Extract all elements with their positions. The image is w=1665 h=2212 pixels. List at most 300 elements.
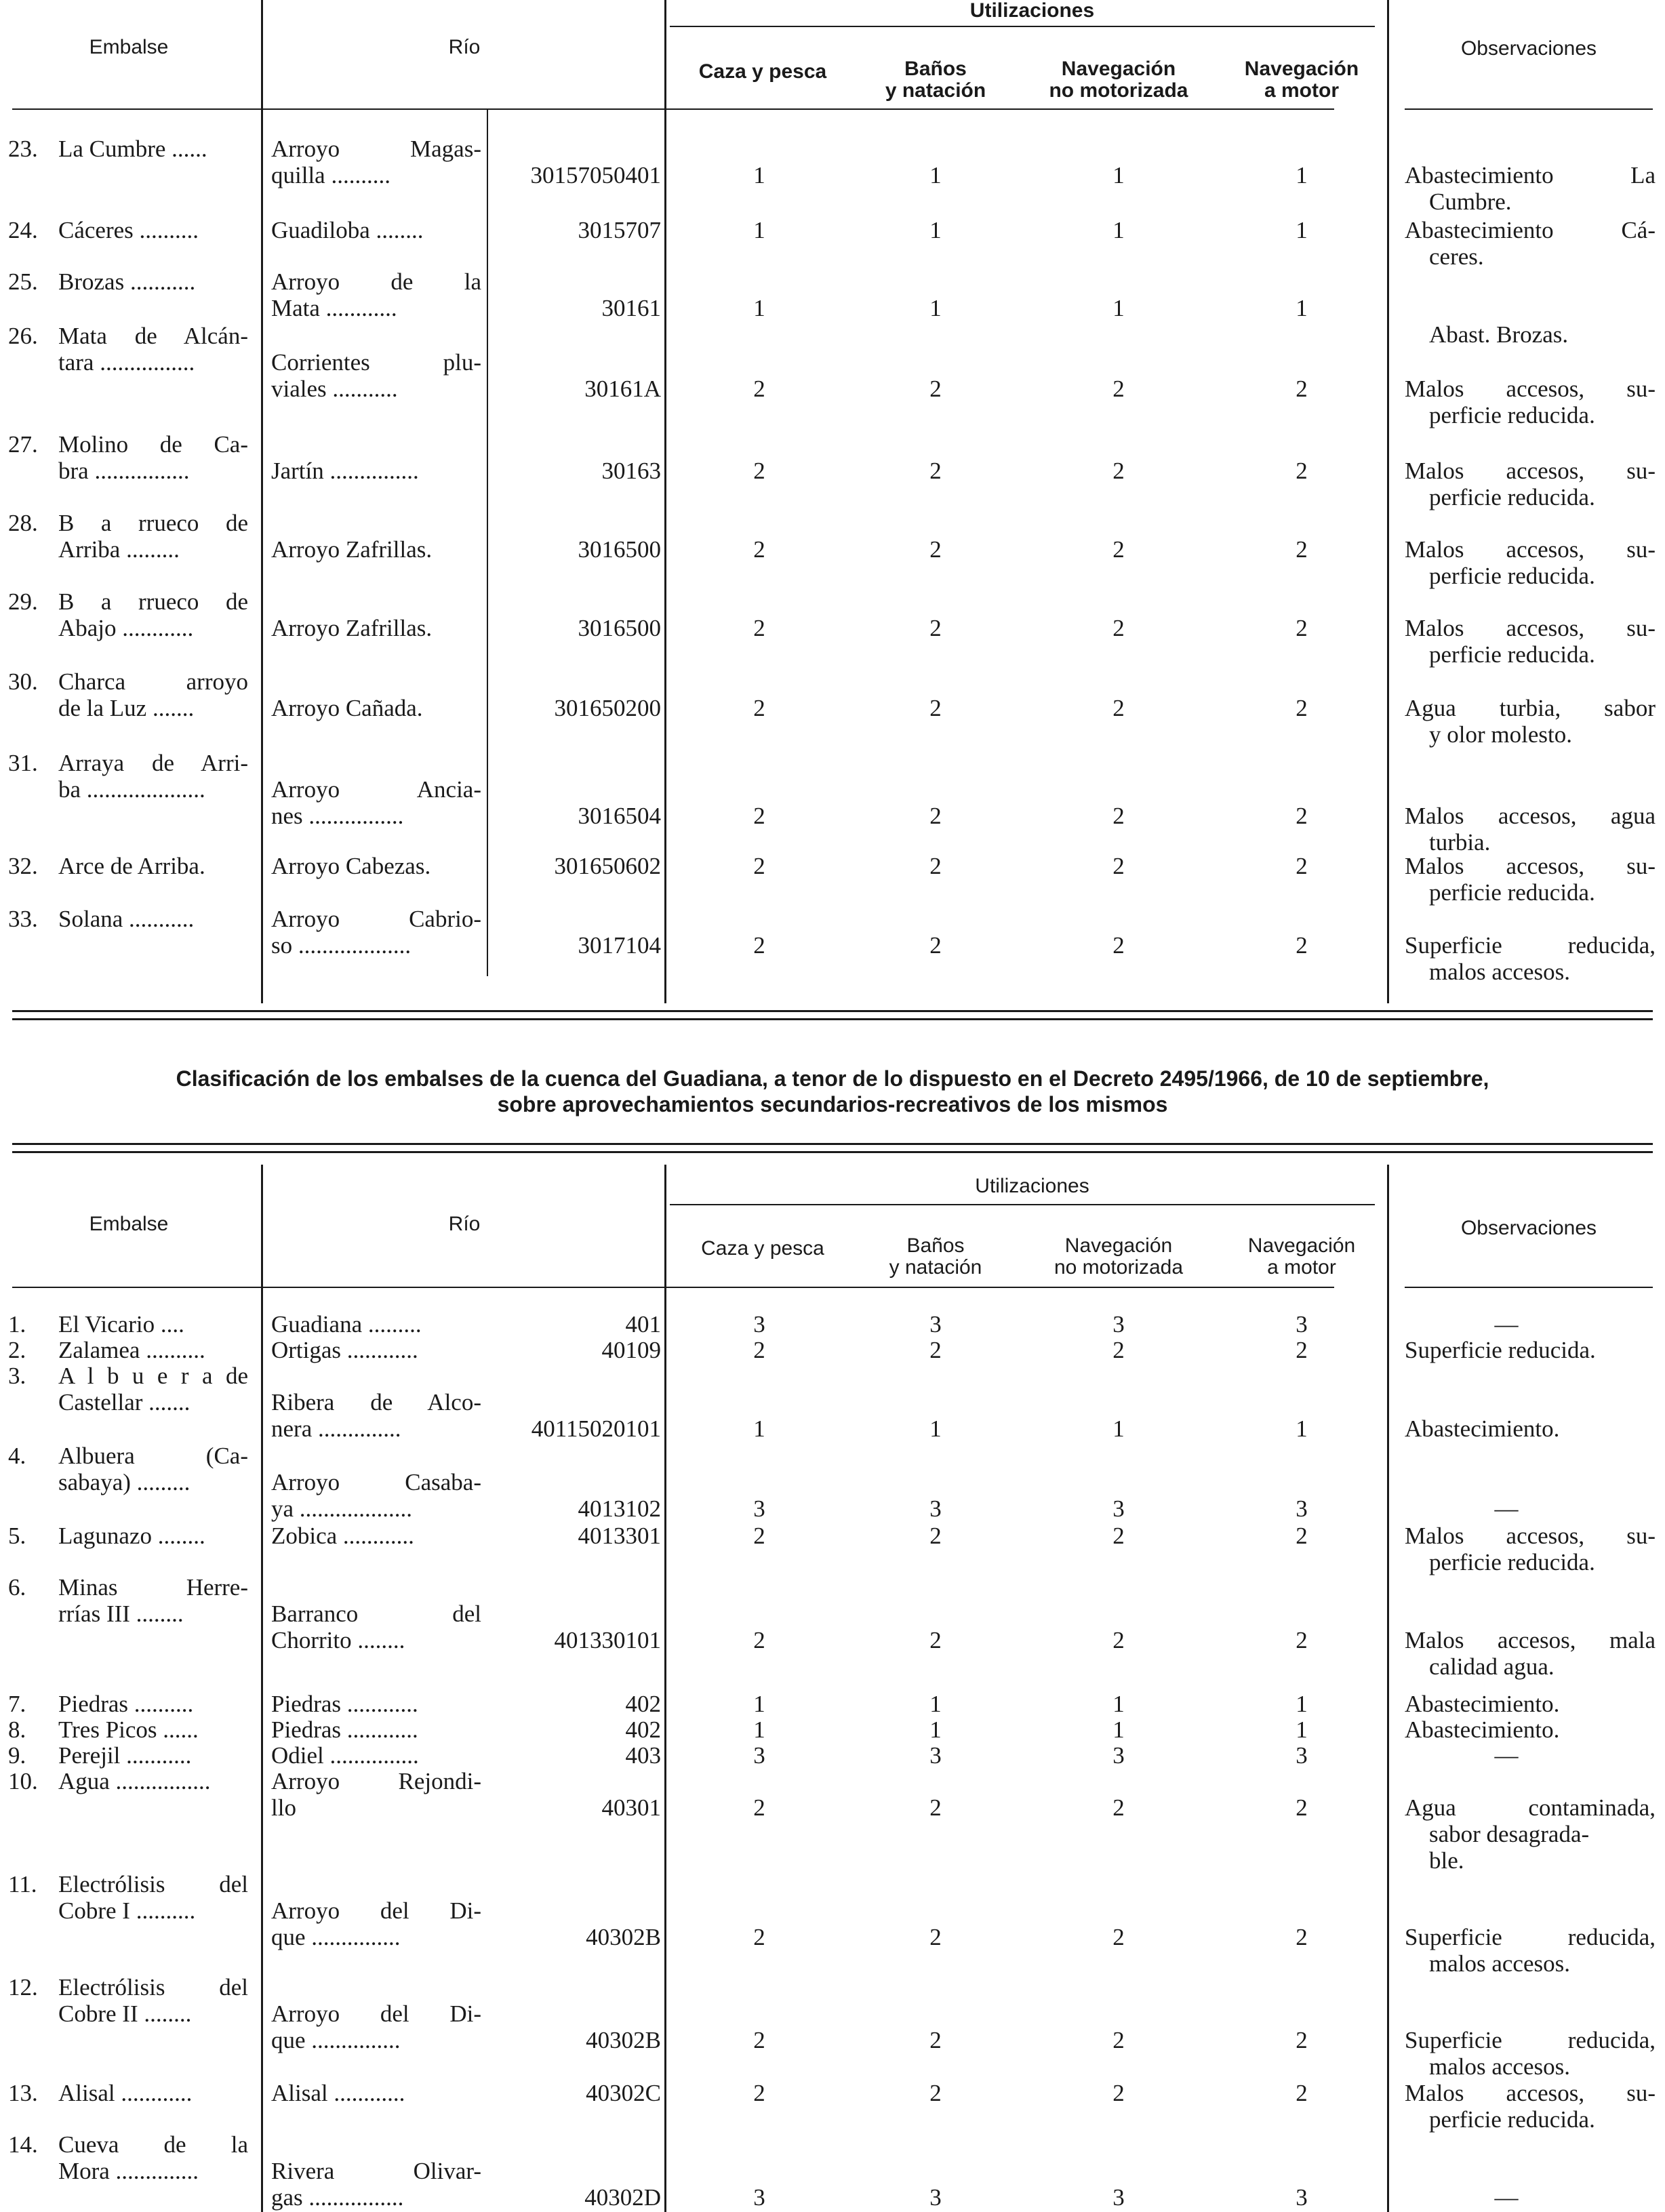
river-code: 4013102 [578, 1495, 661, 1522]
observacion-line: calidad agua. [1429, 1653, 1554, 1680]
observaciones [1405, 376, 1656, 428]
nav-motor-value: 3 [1296, 1495, 1308, 1522]
rio-line: Ribera de Alco- [271, 1389, 481, 1415]
river-code: 40302B [586, 1924, 661, 1950]
row-number: 24. [8, 217, 38, 243]
observacion-line: Abastecimiento. [1405, 1716, 1560, 1743]
row-number: 3. [8, 1363, 26, 1389]
nav-motor-value: 2 [1296, 1924, 1308, 1950]
row-number: 28. [8, 510, 38, 536]
banos-value: 3 [929, 1742, 942, 1769]
row-number: 23. [8, 136, 38, 162]
caza-pesca-value: 2 [753, 695, 765, 721]
table2-col-divider [1387, 1165, 1389, 2212]
observaciones [1405, 932, 1656, 985]
banos-value: 2 [929, 615, 942, 641]
embalse-line: Zalamea .......... [58, 1337, 205, 1363]
rio-line: Chorrito ........ [271, 1627, 405, 1653]
table2-col-divider [664, 1165, 666, 2212]
banos-value: 2 [929, 2080, 942, 2106]
header-embalse: Embalse [89, 1213, 169, 1235]
banos-value: 2 [929, 1924, 942, 1950]
nav-motor-value: 2 [1296, 803, 1308, 829]
rio-line: Mata ............ [271, 295, 397, 321]
embalse-line: Alisal ............ [58, 2080, 193, 2106]
nav-motor-value: 2 [1296, 932, 1308, 959]
embalse-line: Cobre II ........ [58, 2000, 192, 2027]
caza-pesca-value: 3 [753, 1495, 765, 1522]
nav-motor-value: 2 [1296, 1627, 1308, 1653]
rio-name [271, 1363, 481, 1442]
banos-value: 1 [929, 1716, 942, 1743]
rio-name [271, 1974, 481, 2053]
rio-name [271, 268, 481, 321]
nav-motor-value: 3 [1296, 2184, 1308, 2211]
nav-no-motor-value: 2 [1112, 2027, 1125, 2053]
header-nav-no-motor: Navegación no motorizada [1049, 58, 1188, 102]
nav-motor-value: 2 [1296, 695, 1308, 721]
nav-motor-value: 3 [1296, 1311, 1308, 1338]
embalse-line: Agua ................ [58, 1768, 211, 1794]
rio-line [271, 431, 481, 458]
rio-name [271, 853, 481, 879]
embalse-line: Albuera (Ca- [58, 1443, 248, 1469]
rio-name [271, 906, 481, 959]
nav-no-motor-value: 2 [1112, 932, 1125, 959]
embalse-line: Minas Herre- [58, 1574, 248, 1601]
river-code: 301650602 [554, 853, 661, 879]
rio-line [271, 323, 481, 349]
observacion-line: Malos accesos, agua [1405, 803, 1656, 829]
rio-name [271, 431, 481, 484]
rio-line: Guadiloba ........ [271, 217, 424, 243]
observacion-line: Superficie reducida, [1405, 2027, 1656, 2053]
nav-no-motor-value: 3 [1112, 1311, 1125, 1338]
rio-line: Arroyo del Di- [271, 2000, 481, 2027]
embalse-line: sabaya) ......... [58, 1469, 190, 1495]
observaciones [1405, 695, 1656, 748]
dash-mark: — [1494, 1495, 1519, 1522]
row-number: 1. [8, 1311, 26, 1338]
observacion-line: malos accesos. [1429, 2053, 1570, 2080]
table1-col-divider [664, 0, 666, 1003]
header-utilizaciones-rule [670, 1204, 1375, 1205]
rio-name [271, 1871, 481, 1950]
rio-line [271, 1363, 481, 1389]
observacion-line: Malos accesos, su- [1405, 458, 1656, 484]
observacion-line: Superficie reducida, [1405, 1924, 1656, 1950]
table1-col-divider [1387, 0, 1389, 1003]
row-number: 7. [8, 1691, 26, 1717]
observacion-line: perficie reducida. [1429, 484, 1595, 510]
observacion-line: sabor desagrada- [1429, 1821, 1590, 1847]
caza-pesca-value: 1 [753, 162, 765, 188]
observacion-line: Malos accesos, su- [1405, 376, 1656, 402]
observacion-line: y olor molesto. [1429, 721, 1572, 748]
section-separator [12, 1143, 1653, 1145]
embalse-line: A l b u e r a de [58, 1363, 248, 1389]
observaciones [1405, 295, 1656, 348]
nav-motor-value: 1 [1296, 162, 1308, 188]
nav-motor-value: 1 [1296, 1716, 1308, 1743]
banos-value: 2 [929, 1337, 942, 1363]
row-number: 30. [8, 668, 38, 695]
river-code: 402 [625, 1691, 661, 1717]
observaciones [1405, 2184, 1656, 2211]
embalse-line: Lagunazo ........ [58, 1523, 205, 1549]
nav-no-motor-value: 2 [1112, 803, 1125, 829]
nav-motor-value: 2 [1296, 536, 1308, 563]
observaciones [1405, 1794, 1656, 1874]
rio-line [271, 668, 481, 695]
banos-value: 1 [929, 1691, 942, 1717]
observacion-line: Abastecimiento. [1405, 1415, 1560, 1442]
rio-line: gas ................ [271, 2184, 404, 2211]
embalse-name [58, 1574, 248, 1627]
rio-line: llo [271, 1794, 296, 1821]
embalse-line: Electrólisis del [58, 1871, 248, 1897]
header-embalse: Embalse [89, 36, 169, 58]
header-utilizaciones: Utilizaciones [969, 0, 1095, 22]
rio-line: Rivera Olivar- [271, 2158, 481, 2184]
rio-line: Jartín ............... [271, 458, 419, 484]
rio-name [271, 1311, 481, 1338]
caza-pesca-value: 2 [753, 853, 765, 879]
river-code: 4013301 [578, 1523, 661, 1549]
caza-pesca-value: 2 [753, 376, 765, 402]
observacion-line: Malos accesos, su- [1405, 1523, 1656, 1549]
observacion-line [1405, 295, 1656, 321]
row-number: 14. [8, 2131, 38, 2158]
embalse-line: La Cumbre ...... [58, 136, 207, 162]
river-code: 40301 [601, 1794, 661, 1821]
observacion-line: perficie reducida. [1429, 879, 1595, 906]
embalse-line: B a rrueco de [58, 588, 248, 615]
header-observaciones: Observaciones [1460, 1217, 1597, 1239]
rio-line: Alisal ............ [271, 2080, 405, 2106]
banos-value: 2 [929, 536, 942, 563]
banos-value: 1 [929, 295, 942, 321]
embalse-name [58, 1523, 248, 1549]
embalse-line: Piedras .......... [58, 1691, 194, 1717]
caza-pesca-value: 1 [753, 1691, 765, 1717]
embalse-name [58, 906, 248, 932]
rio-line: Arroyo de la [271, 268, 481, 295]
river-code: 40115020101 [531, 1415, 661, 1442]
nav-no-motor-value: 2 [1112, 458, 1125, 484]
embalse-name [58, 1337, 248, 1363]
observacion-line: Malos accesos, su- [1405, 615, 1656, 641]
river-code: 3016504 [578, 803, 661, 829]
rio-name [271, 1574, 481, 1653]
observacion-line: perficie reducida. [1429, 402, 1595, 428]
embalse-name [58, 136, 248, 162]
row-number: 6. [8, 1574, 26, 1601]
embalse-line: tara ................ [58, 349, 195, 376]
nav-no-motor-value: 2 [1112, 615, 1125, 641]
embalse-name [58, 1716, 248, 1743]
observacion-line: Superficie reducida. [1405, 1337, 1596, 1363]
header-nav-motor: Navegación a motor [1247, 1234, 1356, 1279]
observacion-line: Abastecimiento. [1405, 1691, 1560, 1717]
embalse-name [58, 1691, 248, 1717]
rio-line: Arroyo Magas- [271, 136, 481, 162]
caza-pesca-value: 2 [753, 1794, 765, 1821]
nav-motor-value: 1 [1296, 1691, 1308, 1717]
river-code: 3016500 [578, 536, 661, 563]
observacion-line: Cumbre. [1429, 188, 1512, 215]
nav-no-motor-value: 2 [1112, 2080, 1125, 2106]
rio-name [271, 136, 481, 188]
header-nav-no-motor: Navegación no motorizada [1054, 1234, 1184, 1279]
rio-line: Odiel ............... [271, 1742, 419, 1769]
row-number: 5. [8, 1523, 26, 1549]
observaciones [1405, 217, 1656, 270]
nav-no-motor-value: 2 [1112, 1523, 1125, 1549]
row-number: 8. [8, 1716, 26, 1743]
embalse-line: Mata de Alcán- [58, 323, 248, 349]
row-number: 33. [8, 906, 38, 932]
embalse-name [58, 1363, 248, 1415]
embalse-line: ba .................... [58, 776, 205, 803]
nav-motor-value: 1 [1296, 217, 1308, 243]
embalse-line: Castellar ....... [58, 1389, 190, 1415]
observaciones [1405, 1716, 1656, 1743]
embalse-name [58, 431, 248, 484]
header-caza: Caza y pesca [698, 60, 827, 83]
embalse-name [58, 1742, 248, 1769]
observaciones [1405, 1337, 1656, 1363]
nav-motor-value: 2 [1296, 376, 1308, 402]
river-code: 30161 [601, 295, 661, 321]
section-separator [12, 1018, 1653, 1020]
rio-name [271, 1523, 481, 1549]
observaciones [1405, 615, 1656, 668]
observacion-line: perficie reducida. [1429, 563, 1595, 589]
rio-name [271, 510, 481, 563]
rio-line [271, 1574, 481, 1601]
rio-line: Arroyo Zafrillas. [271, 615, 433, 641]
embalse-name [58, 2131, 248, 2184]
banos-value: 2 [929, 2027, 942, 2053]
row-number: 10. [8, 1768, 38, 1794]
banos-value: 2 [929, 695, 942, 721]
table2-header-rule [12, 1287, 1334, 1288]
banos-value: 2 [929, 853, 942, 879]
rio-line: Corrientes plu- [271, 349, 481, 376]
river-code: 401330101 [554, 1627, 661, 1653]
observaciones [1405, 853, 1656, 906]
river-code: 40302D [584, 2184, 661, 2211]
table1-header-rule [12, 108, 1334, 110]
rio-line: Arroyo Zafrillas. [271, 536, 433, 563]
nav-motor-value: 2 [1296, 853, 1308, 879]
section-separator [12, 1151, 1653, 1153]
header-utilizaciones: Utilizaciones [975, 1175, 1089, 1197]
embalse-line: rrías III ........ [58, 1601, 184, 1627]
rio-line: Arroyo del Di- [271, 1897, 481, 1924]
embalse-line: Molino de Ca- [58, 431, 248, 458]
embalse-name [58, 268, 248, 295]
rio-line [271, 510, 481, 536]
observaciones [1405, 458, 1656, 510]
nav-no-motor-value: 2 [1112, 376, 1125, 402]
river-code: 301650200 [554, 695, 661, 721]
observacion-line: malos accesos. [1429, 1950, 1570, 1977]
embalse-name [58, 668, 248, 721]
banos-value: 2 [929, 932, 942, 959]
rio-name [271, 1691, 481, 1717]
table2-col-divider [261, 1165, 263, 2212]
embalse-line: Cáceres .......... [58, 217, 199, 243]
nav-motor-value: 2 [1296, 615, 1308, 641]
nav-no-motor-value: 3 [1112, 2184, 1125, 2211]
banos-value: 2 [929, 376, 942, 402]
row-number: 11. [8, 1871, 37, 1897]
nav-motor-value: 2 [1296, 1794, 1308, 1821]
embalse-name [58, 323, 248, 376]
header-banos: Baños y natación [885, 58, 986, 102]
observacion-line: turbia. [1429, 829, 1491, 856]
river-code: 3016500 [578, 615, 661, 641]
rio-name [271, 750, 481, 829]
river-code: 3017104 [578, 932, 661, 959]
rio-line: viales ........... [271, 376, 398, 402]
row-number: 32. [8, 853, 38, 879]
table1-header-rule-obs [1405, 108, 1653, 110]
table2-header-rule-obs [1405, 1287, 1653, 1288]
embalse-line: Tres Picos ...... [58, 1716, 199, 1743]
embalse-line: Brozas ........... [58, 268, 196, 295]
nav-motor-value: 2 [1296, 1337, 1308, 1363]
caza-pesca-value: 3 [753, 1311, 765, 1338]
rio-line [271, 588, 481, 615]
section-separator [12, 1010, 1653, 1012]
nav-no-motor-value: 1 [1112, 1716, 1125, 1743]
nav-no-motor-value: 1 [1112, 295, 1125, 321]
rio-line: Barranco del [271, 1601, 481, 1627]
rio-line: Arroyo Ancia- [271, 776, 481, 803]
observaciones [1405, 1691, 1656, 1717]
observaciones [1405, 162, 1656, 215]
embalse-line: Cueva de la [58, 2131, 248, 2158]
rio-line: Arroyo Rejondi- [271, 1768, 481, 1794]
nav-motor-value: 2 [1296, 2080, 1308, 2106]
embalse-name [58, 1768, 248, 1794]
banos-value: 2 [929, 1627, 942, 1653]
row-number: 26. [8, 323, 38, 349]
river-code: 401 [625, 1311, 661, 1338]
rio-line [271, 2131, 481, 2158]
observaciones [1405, 1311, 1656, 1338]
observaciones [1405, 536, 1656, 589]
observacion-line: malos accesos. [1429, 959, 1570, 985]
embalse-name [58, 2080, 248, 2106]
rio-line: que ............... [271, 2027, 401, 2053]
caza-pesca-value: 3 [753, 1742, 765, 1769]
embalse-line: Perejil ........... [58, 1742, 192, 1769]
embalse-line: Solana ........... [58, 906, 195, 932]
rio-line: nes ................ [271, 803, 404, 829]
rio-name [271, 1742, 481, 1769]
embalse-name [58, 217, 248, 243]
observacion-line: ceres. [1429, 243, 1484, 270]
rio-line: Guadiana ......... [271, 1311, 422, 1338]
river-code: 402 [625, 1716, 661, 1743]
embalse-line: Arce de Arriba. [58, 853, 205, 879]
banos-value: 1 [929, 217, 942, 243]
rio-name [271, 217, 481, 243]
header-observaciones: Observaciones [1460, 37, 1597, 60]
river-code: 40302C [586, 2080, 661, 2106]
row-number: 29. [8, 588, 38, 615]
nav-motor-value: 2 [1296, 2027, 1308, 2053]
embalse-line: Abajo ............ [58, 615, 194, 641]
rio-line: Arroyo Cabezas. [271, 853, 431, 879]
caza-pesca-value: 2 [753, 1523, 765, 1549]
caza-pesca-value: 3 [753, 2184, 765, 2211]
rio-line [271, 1443, 481, 1469]
nav-no-motor-value: 3 [1112, 1495, 1125, 1522]
nav-no-motor-value: 2 [1112, 1924, 1125, 1950]
embalse-line: bra ................ [58, 458, 190, 484]
embalse-line: Arraya de Arri- [58, 750, 248, 776]
caza-pesca-value: 1 [753, 295, 765, 321]
observaciones [1405, 1495, 1656, 1522]
rio-name [271, 323, 481, 402]
rio-line: Piedras ............ [271, 1691, 418, 1717]
caza-pesca-value: 1 [753, 1716, 765, 1743]
rio-line: nera .............. [271, 1415, 401, 1442]
dash-mark: — [1494, 1742, 1519, 1769]
observacion-line: ble. [1429, 1847, 1464, 1874]
nav-motor-value: 2 [1296, 1523, 1308, 1549]
banos-value: 2 [929, 1794, 942, 1821]
rio-name [271, 1337, 481, 1363]
observacion-line: Abastecimiento La [1405, 162, 1656, 188]
nav-no-motor-value: 2 [1112, 1627, 1125, 1653]
row-number: 4. [8, 1443, 26, 1469]
row-number: 27. [8, 431, 38, 458]
rio-name [271, 1768, 481, 1821]
embalse-line: Electrólisis del [58, 1974, 248, 2000]
observacion-line: Abast. Brozas. [1429, 321, 1569, 348]
caza-pesca-value: 2 [753, 2027, 765, 2053]
rio-name [271, 588, 481, 641]
embalse-name [58, 853, 248, 879]
banos-value: 3 [929, 2184, 942, 2211]
observacion-line: Malos accesos, su- [1405, 536, 1656, 563]
rio-name [271, 1443, 481, 1522]
river-code: 40302B [586, 2027, 661, 2053]
caza-pesca-value: 2 [753, 932, 765, 959]
header-caza: Caza y pesca [701, 1237, 824, 1260]
observacion-line: Superficie reducida, [1405, 932, 1656, 959]
river-code: 30163 [601, 458, 661, 484]
rio-name [271, 2080, 481, 2106]
river-code: 30157050401 [530, 162, 661, 188]
observaciones [1405, 1523, 1656, 1575]
rio-line: so ................... [271, 932, 412, 959]
nav-no-motor-value: 2 [1112, 853, 1125, 879]
observacion-line: Malos accesos, mala [1405, 1627, 1656, 1653]
caza-pesca-value: 2 [753, 1627, 765, 1653]
embalse-name [58, 1311, 248, 1338]
banos-value: 2 [929, 1523, 942, 1549]
observacion-line: Malos accesos, su- [1405, 853, 1656, 879]
nav-no-motor-value: 1 [1112, 1691, 1125, 1717]
rio-line: Piedras ............ [271, 1716, 418, 1743]
